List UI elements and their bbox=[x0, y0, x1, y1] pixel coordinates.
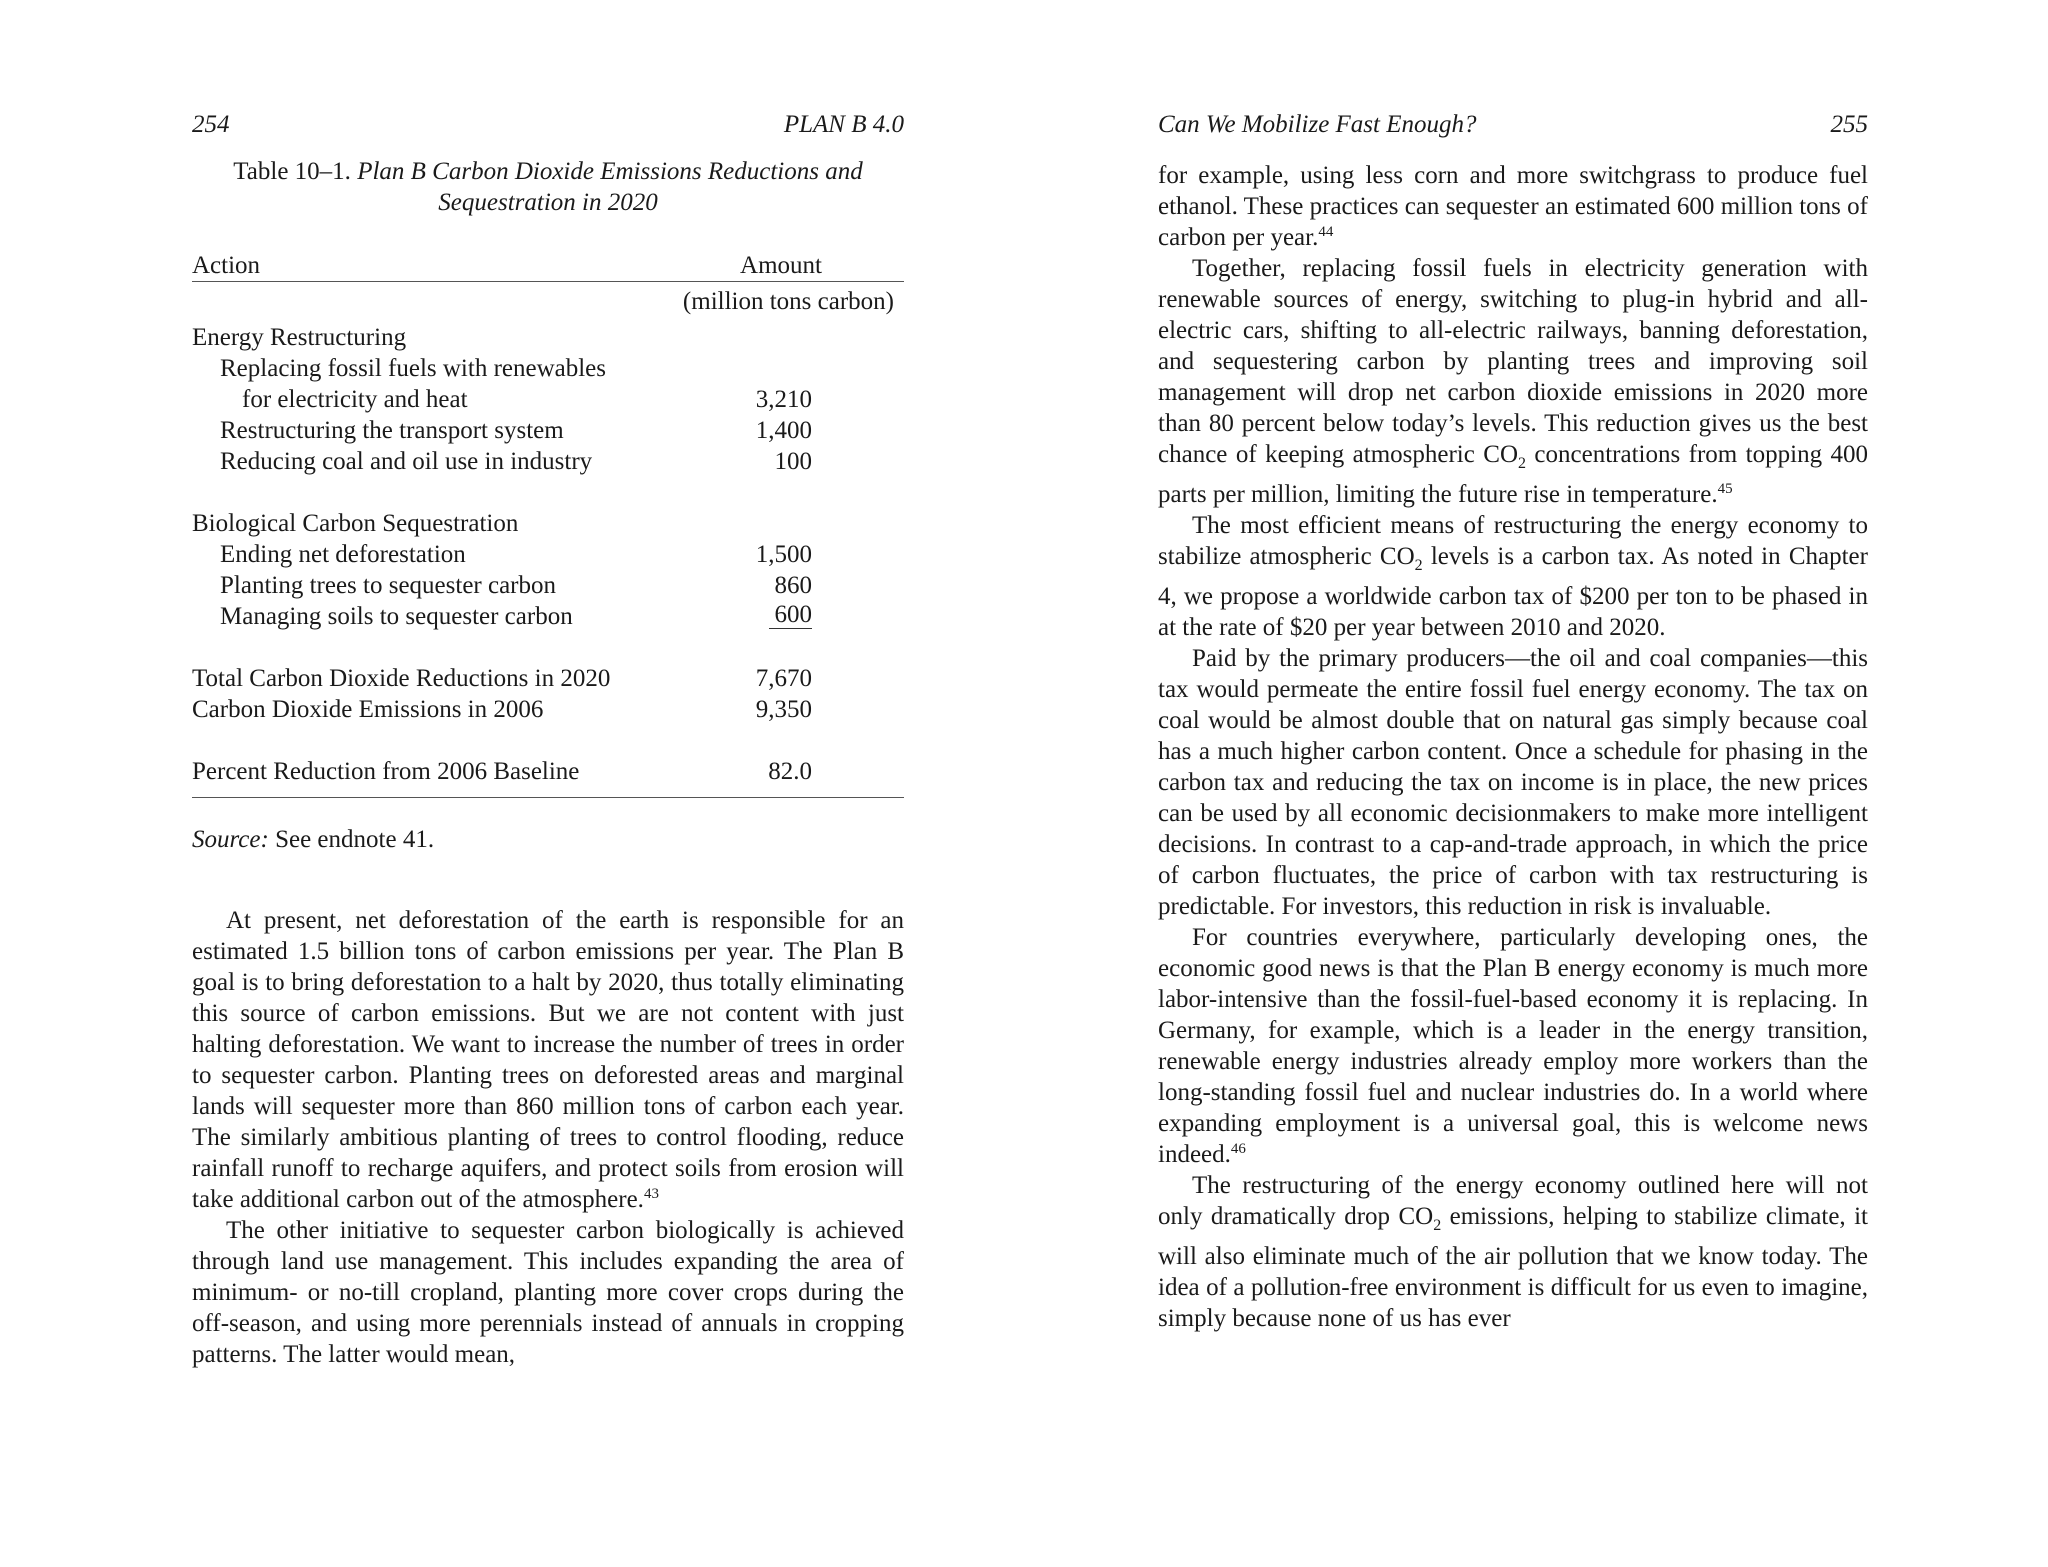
table-units: (million tons carbon) bbox=[682, 288, 894, 315]
endnote-ref: 44 bbox=[1318, 224, 1334, 240]
table-percent-row: Percent Reduction from 2006 Baseline 82.0 bbox=[192, 758, 812, 785]
paragraph: The most efficient means of restructuring the energy economy to stabilize atmospheric $CO_2$ levels is a carbon tax. As noted in Chapter 4, we propose a worldwide carbon tax of $200 per ton to be phased in at the rate of $20 per year between 2010 and 2020. bbox=[1158, 512, 1868, 641]
paragraph: At present, net deforestation of the earth is responsible for an estimated 1.5 billion tons of carbon emissions per year. The Plan B goal is to bring deforestation to a halt by 2020, thus totally eliminating this source of carbon emissions. But we are not content with just halting deforestation. We want to increase the number of trees in order to sequester carbon. Planting trees on deforested areas and marginal lands will sequester more than 860 million tons of carbon each year. The similarly ambitious planting of trees to control flooding, reduce rainfall runoff to recharge aquifers, and protect soils from erosion will take additional carbon out of the atmosphere.$^{43}$ bbox=[192, 907, 904, 1213]
left-page-header bbox=[192, 111, 904, 147]
paragraph: The restructuring of the energy economy outlined here will not only dramatically drop $CO_2$ emissions, helping to stabilize climate, it will also eliminate much of the air pollution that we know today. The idea of a pollution-free environment is difficult for us even to imagine, simply because none of us has ever bbox=[1158, 1172, 1868, 1332]
left-body-text bbox=[192, 905, 904, 1370]
col-amount-header: Amount bbox=[740, 252, 822, 279]
table-title-line1: Plan B Carbon Dioxide Emissions Reductions and bbox=[357, 158, 863, 185]
table-source-note: Source: See endnote 41. bbox=[192, 826, 435, 853]
table-row: Restructuring the transport system 1,400 bbox=[220, 417, 812, 444]
table-emissions-row: Carbon Dioxide Emissions in 2006 9,350 bbox=[192, 696, 812, 723]
table-row: Replacing fossil fuels with renewables bbox=[220, 355, 607, 382]
running-head: Can We Mobilize Fast Enough? bbox=[1158, 111, 1477, 138]
paragraph: Together, replacing fossil fuels in electricity generation with renewable sources of energy, switching to plug-in hybrid and all-electric cars, shifting to all-electric railways, banning deforestation, and sequestering carbon by planting trees and improving soil management will drop net carbon dioxide emissions in 2020 more than 80 percent below today’s levels. This reduction gives us the best chance of keeping atmospheric $CO_2$ concentrations from topping 400 parts per million, limiting the future rise in temperature.$^{45}$ bbox=[1158, 255, 1868, 508]
table-row: Planting trees to sequester carbon 860 bbox=[220, 572, 812, 599]
paragraph: The other initiative to sequester carbon biologically is achieved through land use management. This includes expanding the area of minimum- or no-till cropland, planting more cover crops during the off-season, and using more perennials instead of annuals in cropping patterns. The latter would mean, bbox=[192, 1217, 904, 1368]
table-row: Reducing coal and oil use in industry 100 bbox=[220, 448, 812, 475]
table-label: Table 10–1. bbox=[233, 158, 351, 185]
right-page-header bbox=[1158, 111, 1868, 147]
table-row: for electricity and heat 3,210 bbox=[242, 386, 812, 413]
endnote-ref: 43 bbox=[643, 1186, 659, 1202]
table-total-row: Total Carbon Dioxide Reductions in 2020 7,670 bbox=[192, 665, 812, 692]
table-caption bbox=[192, 156, 904, 218]
table-title-line2: Sequestration in 2020 bbox=[438, 189, 658, 216]
table-header-row bbox=[192, 250, 904, 281]
table-row: Managing soils to sequester carbon 600 bbox=[220, 601, 812, 630]
paragraph: For countries everywhere, particularly developing ones, the economic good news is that the Plan B energy economy is much more labor-intensive than the fossil-fuel-based economy it is replacing. In Germany, for example, which is a leader in the energy transition, renewable energy industries already employ more workers than the long-standing fossil fuel and nuclear industries do. In a world where expanding employment is a universal goal, this is welcome news indeed.$^{46}$ bbox=[1158, 924, 1868, 1168]
page-number: 254 bbox=[192, 111, 230, 138]
table-units-row bbox=[192, 282, 904, 322]
table-row: Ending net deforestation 1,500 bbox=[220, 541, 812, 568]
endnote-ref: 45 bbox=[1717, 481, 1733, 497]
emissions-table bbox=[192, 250, 904, 798]
right-body-text bbox=[1158, 160, 1868, 1334]
table-section-heading: Energy Restructuring bbox=[192, 324, 407, 351]
col-action-header: Action bbox=[192, 252, 261, 279]
paragraph: for example, using less corn and more switchgrass to produce fuel ethanol. These practices can sequester an estimated 600 million tons of carbon per year.$^{44}$ bbox=[1158, 162, 1868, 251]
endnote-ref: 46 bbox=[1230, 1141, 1246, 1157]
table-section-heading: Biological Carbon Sequestration bbox=[192, 510, 519, 537]
running-head: PLAN B 4.0 bbox=[783, 111, 904, 138]
paragraph: Paid by the primary producers—the oil and coal companies—this tax would permeate the entire fossil fuel energy economy. The tax on coal would be almost double that on natural gas simply because coal has a much higher carbon content. Once a schedule for phasing in the carbon tax and reducing the tax on income is in place, the new prices can be used by all economic decisionmakers to make more intelligent decisions. In contrast to a cap-and-trade approach, in which the price of carbon fluctuates, the price of carbon with tax restructuring is predictable. For investors, this reduction in risk is invaluable. bbox=[1158, 645, 1868, 920]
table-bottom-rule bbox=[192, 797, 904, 798]
page-number: 255 bbox=[1830, 111, 1868, 138]
